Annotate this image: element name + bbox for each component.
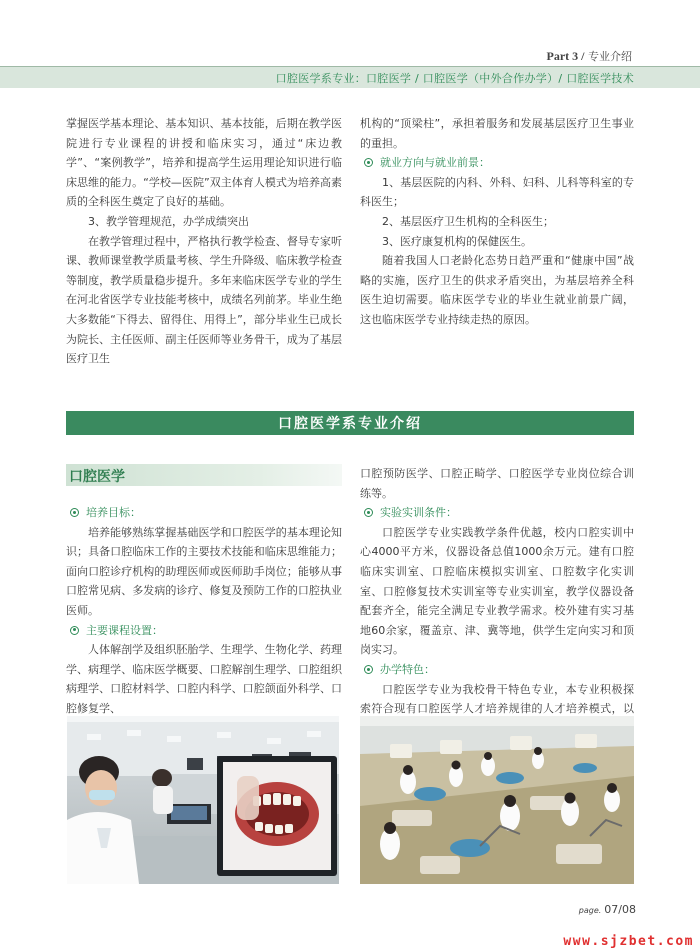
- dental-lab-monitor-illustration: [67, 716, 339, 884]
- feature-heading: [364, 660, 634, 680]
- bullet-circle-icon: [364, 665, 373, 674]
- part-prefix: Part 3 /: [546, 49, 585, 63]
- course-text: 人体解剖学及组织胚胎学、生理学、生物化学、药理学、病理学、临床医学概要、口腔解剖生理学、口腔组织病理学、口腔材料学、口腔内科学、口腔颌面外科学、口腔修复学、: [66, 643, 342, 715]
- employment-item: 3、医疗康复机构的保健医生。: [382, 234, 532, 248]
- part-name: 专业介绍: [588, 50, 632, 63]
- page-prefix: page.: [578, 906, 602, 915]
- banner-title: 口腔医学系专业介绍: [278, 416, 422, 432]
- part-label: [547, 48, 633, 64]
- bullet-circle-icon: [70, 626, 79, 635]
- page-number-value: 07/08: [604, 903, 636, 916]
- left-top-column: [66, 114, 342, 369]
- section-heading-title: 口腔医学: [69, 469, 125, 485]
- employment-item: 2、基层医疗卫生机构的全科医生；: [382, 214, 554, 228]
- course-heading-text: 主要课程设置：: [86, 623, 163, 637]
- employment-item: 1、基层医院的内科、外科、妇科、儿科等科室的专科医生；: [360, 175, 634, 209]
- section-banner: [66, 411, 634, 435]
- feature-text: 口腔医学专业为我校骨干特色专业，本专业积极探索符合现有口腔医学人才培养规律的人才培养模式，以: [360, 682, 634, 716]
- employment-heading: [364, 153, 634, 173]
- lab-text: 口腔医学专业实践教学条件优越，校内口腔实训中心4000平方米，仪器设备总值1000余万元。建有口腔临床实训室、口腔临床模拟实训室、口腔数字化实训室、口腔修复技术实训室等专业实训室，教学仪器设备配套齐全，能完全满足专业教学需求。校外建有实习基地60余家，覆盖京、津、冀等地，供学生定向实习和顶岗实习。: [360, 525, 634, 657]
- right-top-paragraph-1: 机构的“顶梁柱”，承担着服务和发展基层医疗卫生事业的重担。: [360, 117, 634, 150]
- left-top-item-3: 3、教学管理规范，办学成绩突出: [88, 214, 249, 228]
- bullet-circle-icon: [70, 508, 79, 517]
- right-bottom-column: [360, 464, 634, 758]
- employment-heading-text: 就业方向与就业前景：: [380, 156, 490, 170]
- page-header: [0, 0, 700, 85]
- right-top-column: [360, 114, 634, 330]
- page-number: [579, 903, 636, 916]
- dental-training-room-illustration: [360, 716, 634, 884]
- goal-heading: [70, 503, 342, 523]
- lab-heading: [364, 503, 634, 523]
- course-continuation: 口腔预防医学、口腔正畸学、口腔医学专业岗位综合训练等。: [360, 467, 634, 500]
- section-heading: [66, 464, 342, 486]
- site-watermark: www.sjzbet.com: [563, 934, 694, 949]
- goal-heading-text: 培养目标：: [86, 506, 141, 519]
- bullet-circle-icon: [364, 508, 373, 517]
- left-top-paragraph-1: 掌握医学基本理论、基本知识、基本技能，后期在教学医院进行专业课程的讲授和临床实习，通过“床边教学”、“案例教学”，培养和提高学生运用理论知识进行临床思维的能力。“学校—医院”双主体育人模式为培养高素质的全科医生奠定了良好的基础。: [66, 117, 342, 209]
- right-top-paragraph-2: 随着我国人口老龄化态势日趋严重和“健康中国”战略的实施，医疗卫生的供求矛盾突出，为基层培养全科医生迫切需要。临床医学专业的毕业生就业前景广阔，这也临床医学专业持续走热的原因。: [360, 254, 634, 326]
- left-top-paragraph-2: 在教学管理过程中，严格执行教学检查、督导专家听课、教师课堂教学质量考核、学生升降级、临床教学检查等制度，教学质量稳步提升。多年来临床医学专业的学生在河北省医学专业技能考核中，成绩名列前茅。毕业生绝大多数能“下得去、留得住、用得上”，部分毕业生已成长为院长、主任医师、副主任医师等业务骨干，成为了基层医疗卫生: [66, 234, 342, 366]
- dental-lab-monitor-photo: [67, 716, 339, 884]
- goal-text: 培养能够熟练掌握基础医学和口腔医学的基本理论知识；具备口腔临床工作的主要技术技能和临床思维能力；面向口腔诊疗机构的助理医师或医师助手岗位；能够从事口腔常见病、多发病的诊疗、修复及预防工作的口腔执业医师。: [66, 525, 342, 617]
- bullet-circle-icon: [364, 158, 373, 167]
- dental-training-room-photo: [360, 716, 634, 884]
- feature-heading-text: 办学特色：: [380, 662, 435, 676]
- lab-heading-text: 实验实训条件：: [380, 506, 457, 520]
- header-subtitle: 口腔医学系专业：口腔医学 / 口腔医学（中外合作办学）/ 口腔医学技术: [275, 72, 634, 85]
- left-bottom-column: [66, 503, 342, 719]
- course-heading: [70, 621, 342, 641]
